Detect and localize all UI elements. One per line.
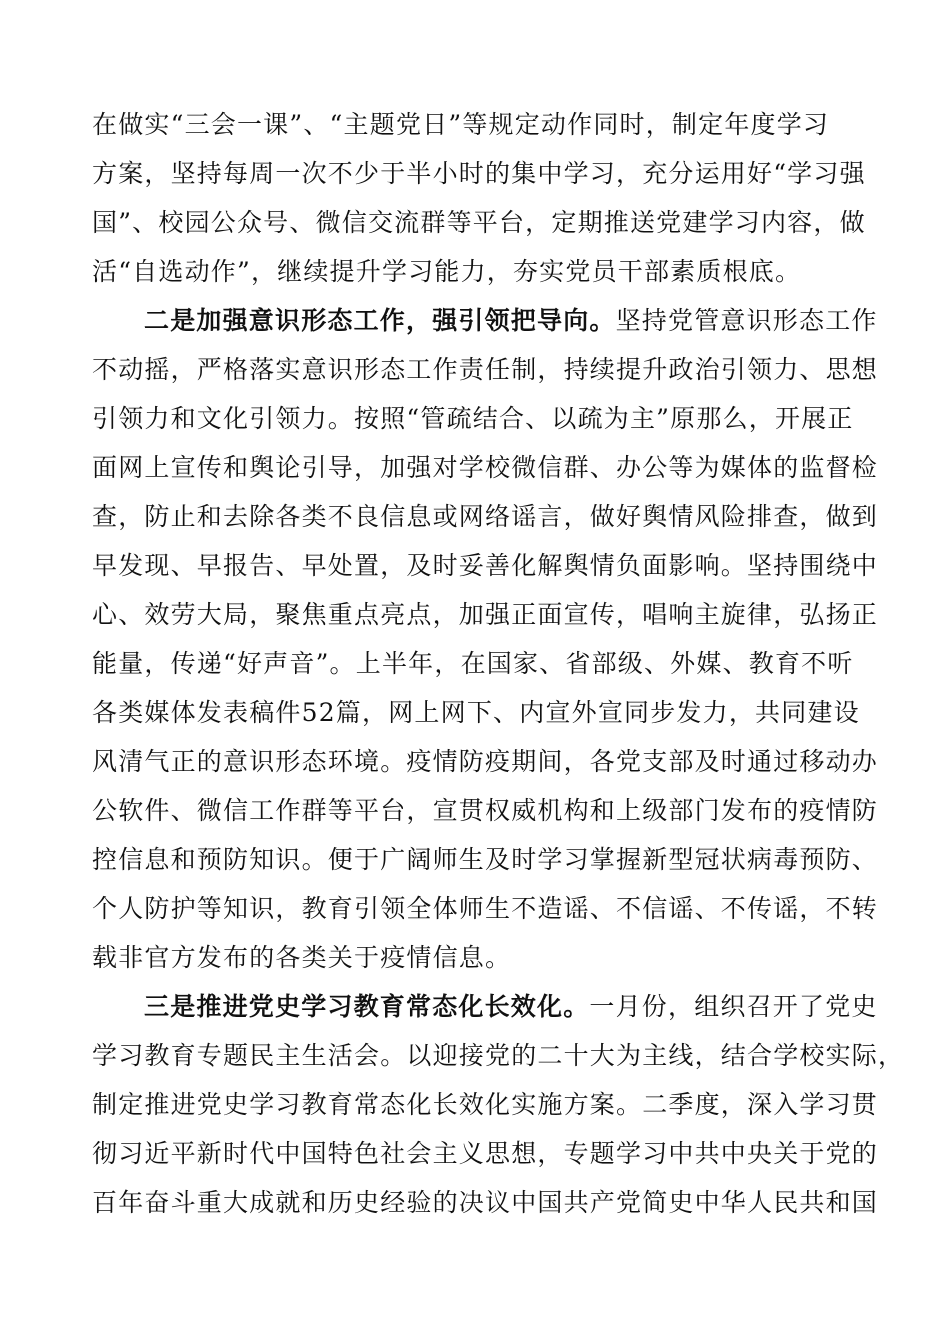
text-line: 方案，坚持每周一次不少于半小时的集中学习，充分运用好“学习强 bbox=[92, 159, 866, 188]
text-line: 面网上宣传和舆论引导，加强对学校微信群、办公等为媒体的监督检 bbox=[92, 453, 879, 482]
text-line: 风清气正的意识形态环境。疫情防疫期间，各党支部及时通过移动办 bbox=[92, 747, 879, 776]
text-line: 彻习近平新时代中国特色社会主义思想，专题学习中共中央关于党的 bbox=[92, 1139, 879, 1168]
document-body bbox=[92, 100, 905, 1227]
text-line: 百年奋斗重大成就和历史经验的决议中国共产党简史中华人民共和国 bbox=[92, 1188, 879, 1217]
text-line: 各类媒体发表稿件52篇，网上网下、内宣外宣同步发力，共同建设 bbox=[92, 698, 860, 727]
text-line: 查，防止和去除各类不良信息或网络谣言，做好舆情风险排查，做到 bbox=[92, 502, 879, 531]
paragraph-first-line-text: 一月份，组织召开了党史 bbox=[589, 992, 878, 1021]
text-line: 早发现、早报告、早处置，及时妥善化解舆情负面影响。坚持围绕中 bbox=[92, 551, 879, 580]
paragraph-3 bbox=[92, 982, 905, 1227]
text-line: 在做实“三会一课”、“主题党日”等规定动作同时，制定年度学习 bbox=[92, 110, 830, 139]
text-line: 国”、校园公众号、微信交流群等平台，定期推送党建学习内容，做 bbox=[92, 208, 866, 237]
text-line: 公软件、微信工作群等平台，宣贯权威机构和上级部门发布的疫情防 bbox=[92, 796, 879, 825]
text-line: 不动摇，严格落实意识形态工作责任制，持续提升政治引领力、思想 bbox=[92, 355, 879, 384]
paragraph-first-line bbox=[92, 296, 878, 345]
text-line: 引领力和文化引领力。按照“管疏结合、以疏为主”原那么，开展正 bbox=[92, 404, 854, 433]
text-line: 载非官方发布的各类关于疫情信息。 bbox=[92, 943, 512, 972]
text-line: 制定推进党史学习教育常态化长效化实施方案。二季度，深入学习贯 bbox=[92, 1090, 879, 1119]
text-line: 控信息和预防知识。便于广阔师生及时学习掌握新型冠状病毒预防、 bbox=[92, 845, 879, 874]
text-line: 学习教育专题民主生活会。以迎接党的二十大为主线，结合学校实际， bbox=[92, 1041, 905, 1070]
paragraph-first-line-text: 坚持党管意识形态工作 bbox=[615, 306, 878, 335]
paragraph-2 bbox=[92, 296, 879, 982]
paragraph-heading: 二是加强意识形态工作，强引领把导向。 bbox=[144, 306, 616, 335]
paragraph-heading: 三是推进党史学习教育常态化长效化。 bbox=[144, 992, 590, 1021]
text-line: 心、效劳大局，聚焦重点亮点，加强正面宣传，唱响主旋律，弘扬正 bbox=[92, 600, 879, 629]
text-line: 能量，传递“好声音”。上半年，在国家、省部级、外媒、教育不听 bbox=[92, 649, 854, 678]
paragraph-first-line bbox=[92, 982, 878, 1031]
paragraph-1 bbox=[92, 100, 868, 296]
text-line: 个人防护等知识，教育引领全体师生不造谣、不信谣、不传谣，不转 bbox=[92, 894, 879, 923]
text-line: 活“自选动作”，继续提升学习能力，夯实党员干部素质根底。 bbox=[92, 257, 802, 286]
